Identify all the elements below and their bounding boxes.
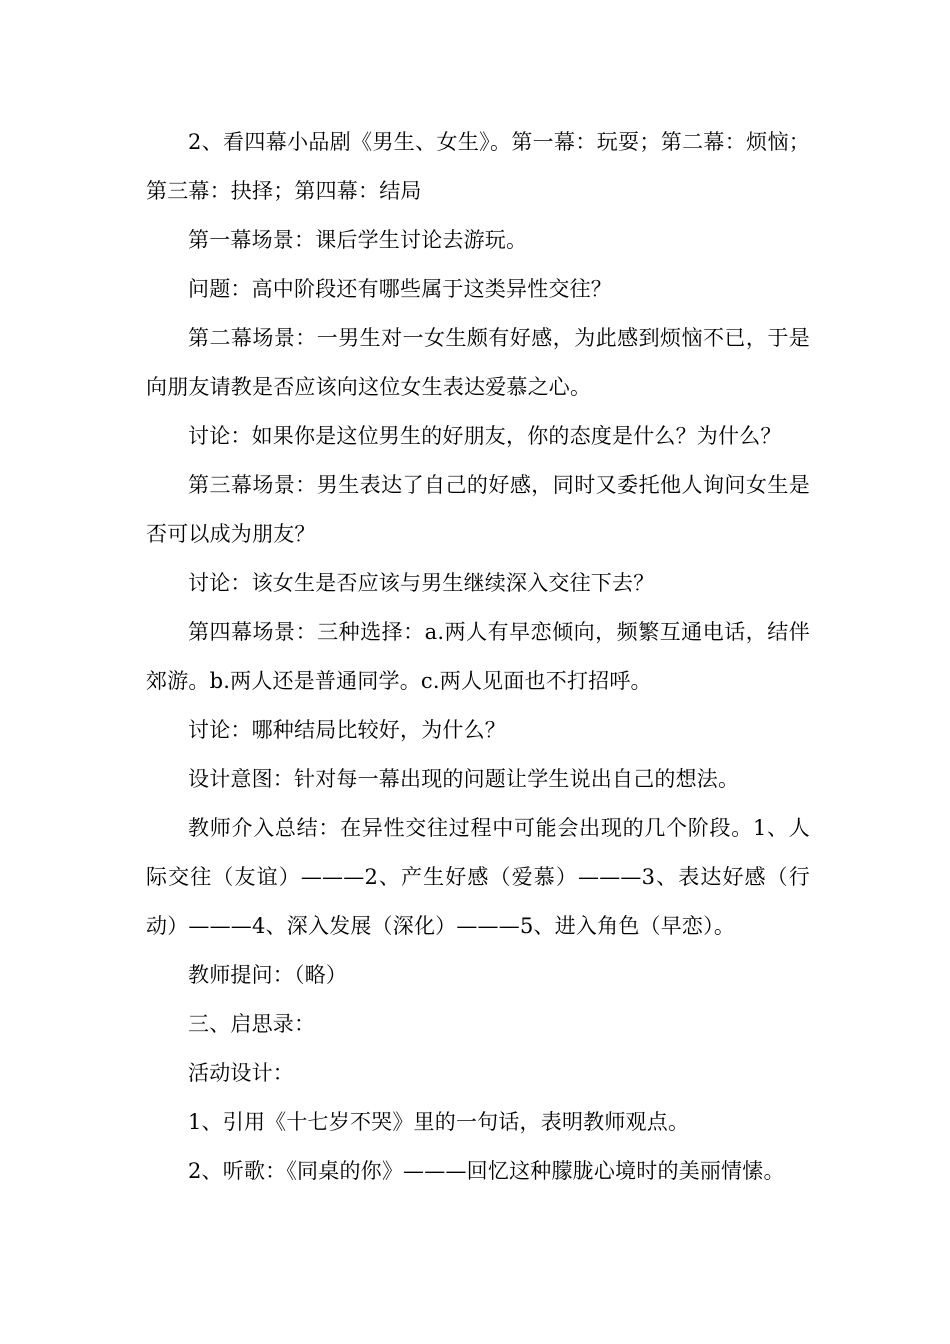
paragraph-scene-four: 第四幕场景：三种选择：a.两人有早恋倾向，频繁互通电话，结伴郊游。b.两人还是普通同学。c.两人见面也不打招呼。 bbox=[146, 620, 810, 693]
paragraph-discussion-two: 讨论：该女生是否应该与男生继续深入交往下去？ bbox=[188, 571, 655, 595]
paragraph-question: 问题：高中阶段还有哪些属于这类异性交往？ bbox=[188, 277, 612, 301]
paragraph-scene-three: 第三幕场景：男生表达了自己的好感，同时又委托他人询问女生是否可以成为朋友？ bbox=[146, 473, 810, 546]
document-body bbox=[146, 118, 810, 1196]
paragraph-scene-one: 第一幕场景：课后学生讨论去游玩。 bbox=[188, 228, 528, 252]
paragraph-teacher-question: 教师提问：（略） bbox=[188, 963, 348, 987]
paragraph-design-intent: 设计意图：针对每一幕出现的问题让学生说出自己的想法。 bbox=[188, 767, 740, 791]
paragraph-teacher-summary: 教师介入总结：在异性交往过程中可能会出现的几个阶段。1、人际交往（友谊）———2、产生好感（爱慕）———3、表达好感（行动）———4、深入发展（深化）———5、进入角色（早恋）。 bbox=[146, 816, 810, 938]
paragraph-discussion-one: 讨论：如果你是这位男生的好朋友，你的态度是什么？为什么？ bbox=[188, 424, 782, 448]
paragraph-quote-item: 1、引用《十七岁不哭》里的一句话，表明教师观点。 bbox=[188, 1110, 690, 1134]
paragraph-skit-intro: 2、看四幕小品剧《男生、女生》。第一幕：玩耍；第二幕：烦恼；第三幕：抉择；第四幕：结局 bbox=[146, 130, 810, 203]
paragraph-activity-design: 活动设计： bbox=[188, 1061, 294, 1085]
paragraph-scene-two: 第二幕场景：一男生对一女生颇有好感，为此感到烦恼不已，于是向朋友请教是否应该向这位女生表达爱慕之心。 bbox=[146, 326, 810, 399]
paragraph-song-item: 2、听歌：《同桌的你》———回忆这种朦胧心境时的美丽情愫。 bbox=[188, 1159, 785, 1183]
section-heading-reflection: 三、启思录： bbox=[188, 1012, 316, 1036]
paragraph-discussion-three: 讨论：哪种结局比较好，为什么？ bbox=[188, 718, 506, 742]
